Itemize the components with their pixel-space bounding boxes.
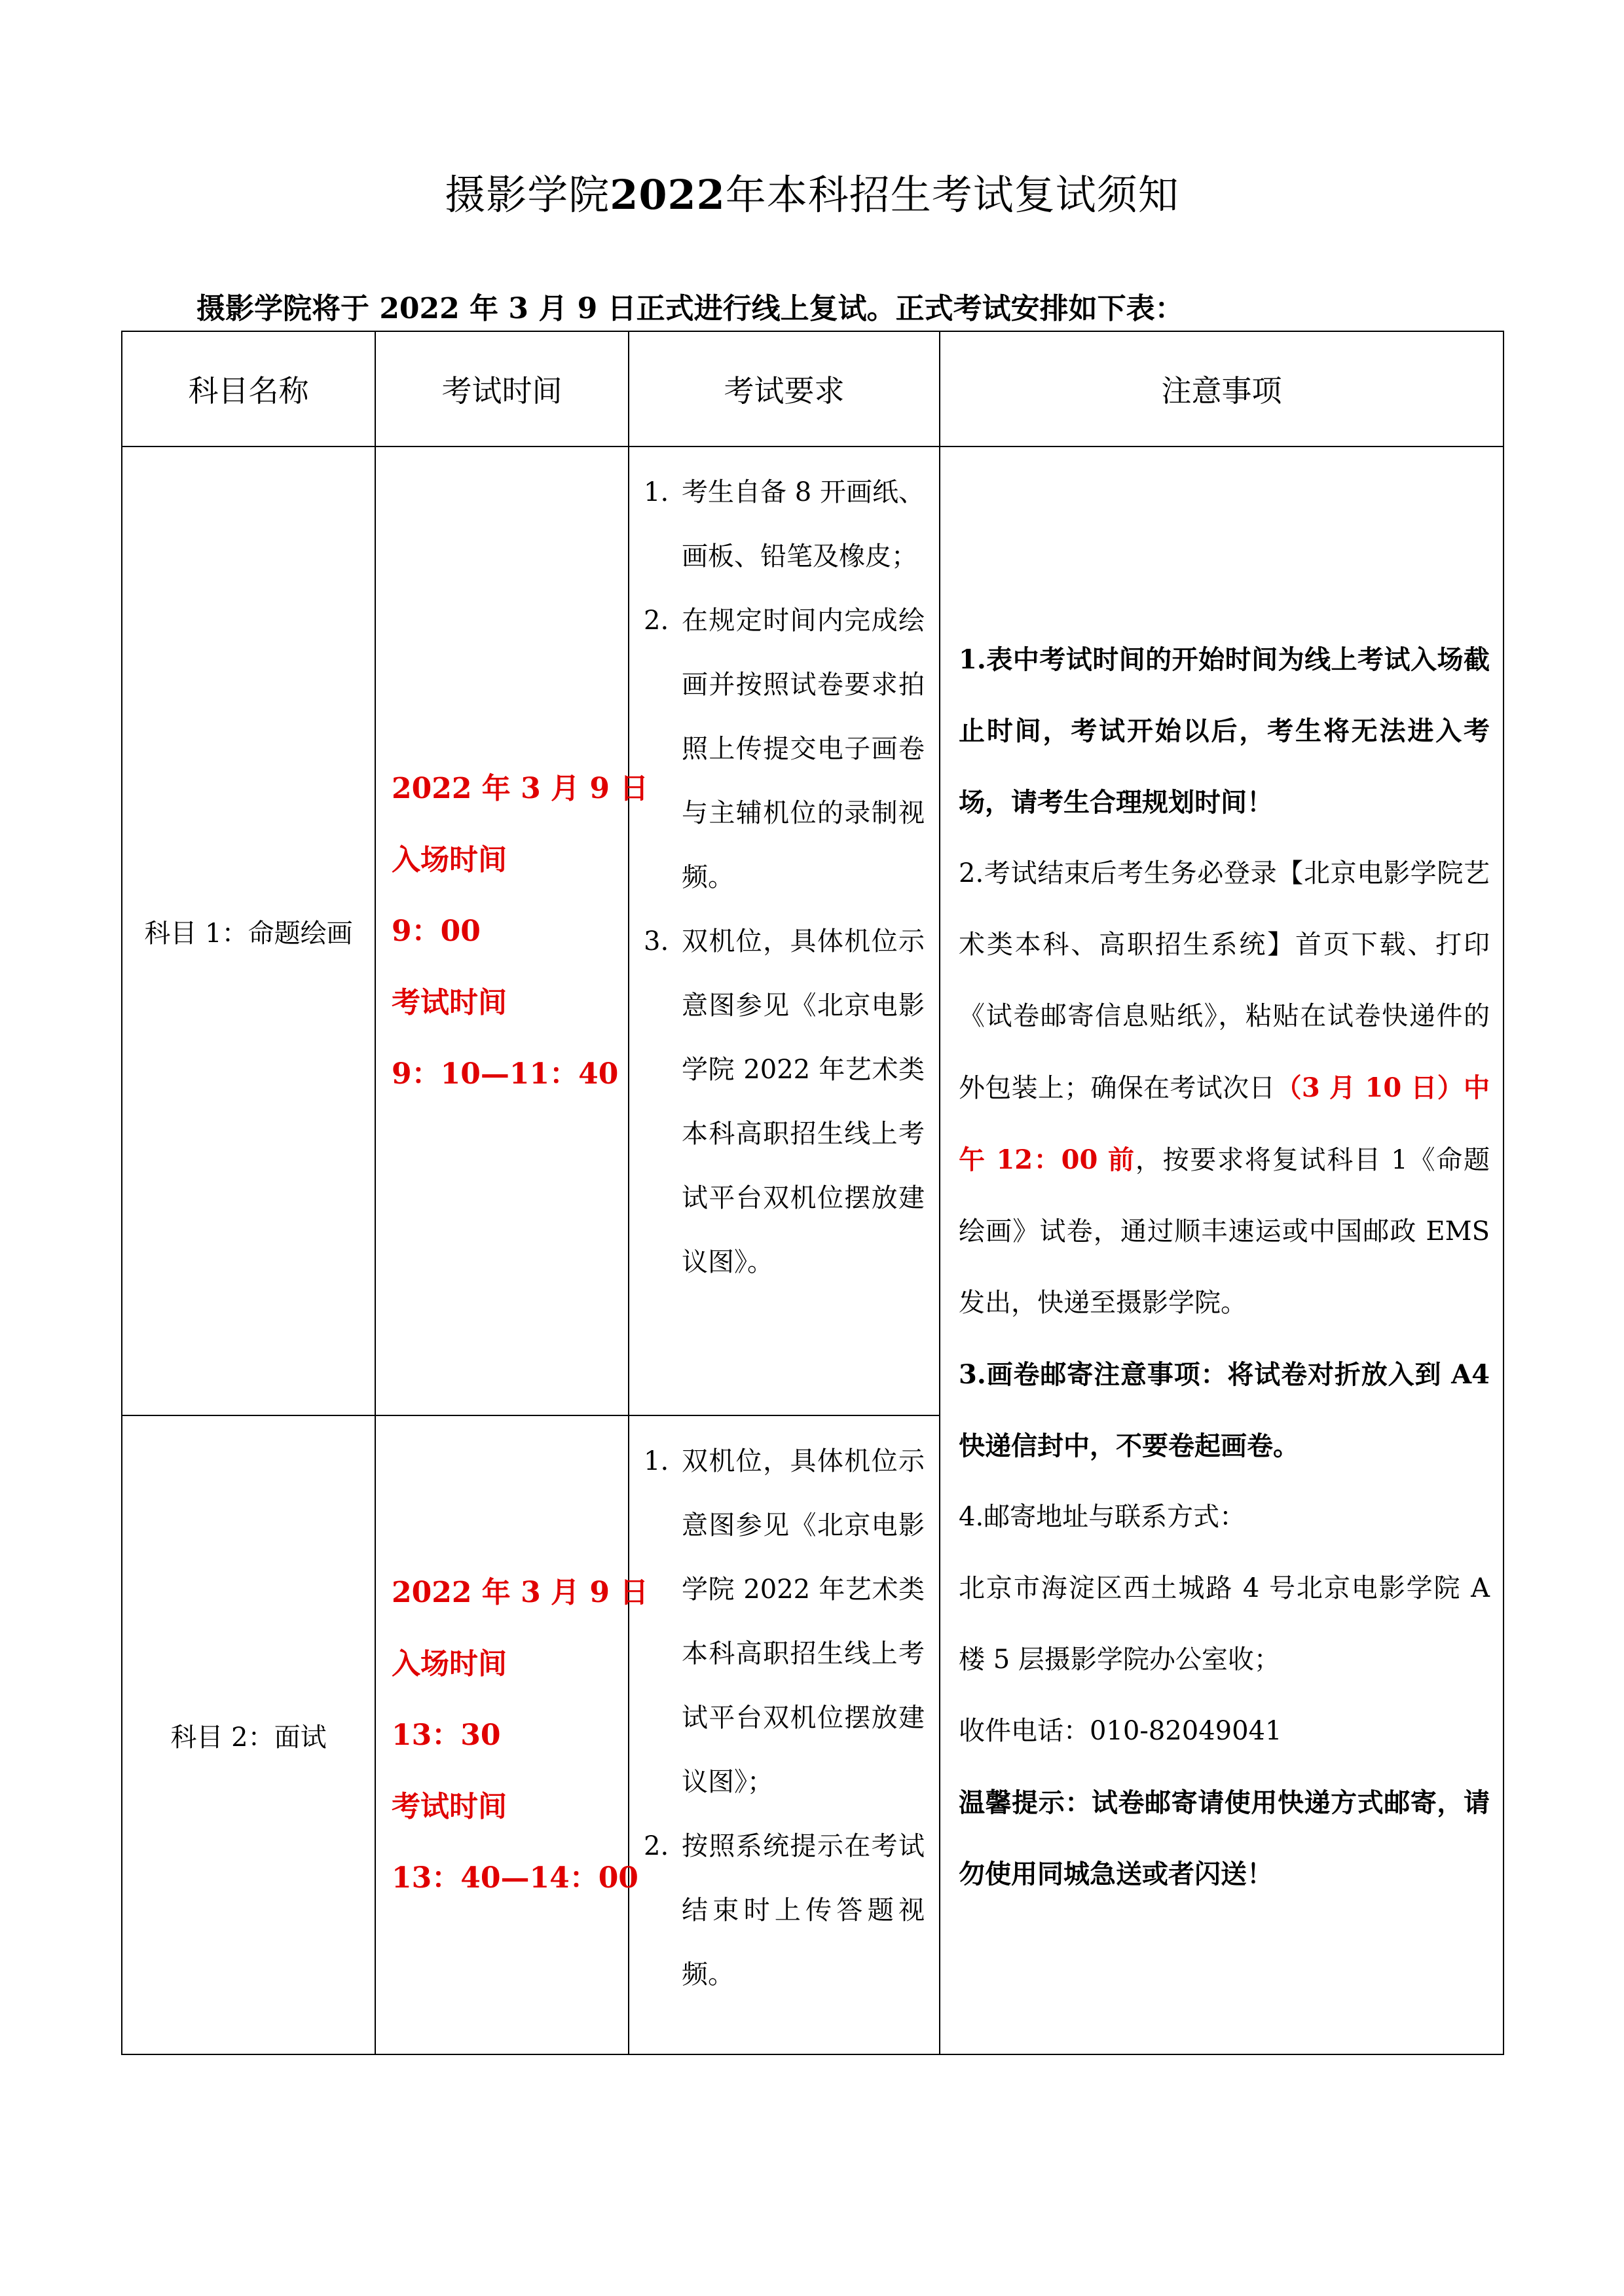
page-title [0, 162, 1624, 221]
time-cell [375, 446, 649, 1415]
exam-date: 2022 年 3 月 9 日 [392, 771, 649, 805]
exam-time-label: 考试时间 [392, 985, 507, 1019]
list-text: 双机位，具体机位示意图参见《北京电影学院 2022 年艺术类本科高职招生线上考试平台双机位摆放建议图》； [682, 1446, 925, 1797]
note-4: 4.邮寄地址与联系方式： [959, 1502, 1246, 1532]
table-row [122, 446, 1504, 1415]
list-number: 1. [644, 477, 669, 507]
list-text: 按照系统提示在考试结束时上传答题视频。 [682, 1831, 925, 1990]
list-text: 考生自备 8 开画纸、画板、铅笔及橡皮； [682, 477, 925, 572]
exam-time-value: 13：40—14：00 [392, 1861, 638, 1895]
entry-time-value: 13：30 [392, 1718, 501, 1752]
requirements-cell [629, 446, 940, 1415]
intro-text: 摄影学院将于 2022 年 3 月 9 日正式进行线上复试。正式考试安排如下表： [196, 292, 1184, 325]
exam-date: 2022 年 3 月 9 日 [392, 1575, 649, 1609]
list-item [629, 1429, 925, 1814]
list-number: 2. [644, 1831, 669, 1861]
title-year: 2022 [610, 171, 726, 219]
list-number: 2. [644, 606, 669, 636]
header-notes: 注意事项 [940, 331, 1504, 446]
list-number: 1. [644, 1446, 669, 1476]
list-item [629, 460, 925, 589]
mailing-address: 北京市海淀区西土城路 4 号北京电影学院 A 楼 5 层摄影学院办公室收； [959, 1573, 1490, 1675]
header-time: 考试时间 [375, 331, 629, 446]
requirements-cell [629, 1415, 940, 2054]
notes-cell [940, 446, 1504, 2054]
note-2-text-a: 2.考试结束后考生务必登录【北京电影学院艺术类本科、高职招生系统】首页下载、打印《试卷邮寄信息贴纸》，粘贴在试卷快递件的外包装上；确保在考试次日 [959, 858, 1490, 1103]
note-3: 3.画卷邮寄注意事项：将试卷对折放入到 A4 快递信封中，不要卷起画卷。 [959, 1359, 1490, 1461]
note-2 [959, 838, 1490, 1339]
contact-phone: 收件电话：010-82049041 [959, 1716, 1282, 1746]
header-subject: 科目名称 [122, 331, 375, 446]
list-item [629, 589, 925, 909]
exam-schedule-table [121, 331, 1504, 2055]
subject-cell: 科目 2：面试 [122, 1415, 375, 2054]
warm-tip: 温馨提示：试卷邮寄请使用快递方式邮寄，请勿使用同城急送或者闪送！ [959, 1787, 1490, 1889]
list-item [629, 1814, 925, 2007]
list-text: 双机位，具体机位示意图参见《北京电影学院 2022 年艺术类本科高职招生线上考试平台双机位摆放建议图》。 [682, 926, 925, 1277]
header-requirements: 考试要求 [629, 331, 940, 446]
requirements-list [629, 447, 939, 1307]
time-cell [375, 1415, 649, 2054]
exam-time-label: 考试时间 [392, 1789, 507, 1823]
table-header-row [122, 331, 1504, 446]
entry-time-label: 入场时间 [392, 843, 507, 877]
note-2-text-b: ，按要求将复试科目 1《命题绘画》试卷，通过顺丰速运或中国邮政 EMS 发出，快递至摄影学院。 [959, 1145, 1490, 1318]
title-suffix: 年本科招生考试复试须知 [725, 171, 1179, 219]
note-2-deadline: （3 月 10 日）中午 12：00 前 [959, 1072, 1490, 1175]
list-text: 在规定时间内完成绘画并按照试卷要求拍照上传提交电子画卷与主辅机位的录制视频。 [682, 606, 925, 892]
list-number: 3. [644, 926, 669, 957]
notes-content [959, 447, 1490, 1910]
entry-time-value: 9：00 [392, 914, 481, 948]
entry-time-label: 入场时间 [392, 1647, 507, 1681]
subject-cell: 科目 1：命题绘画 [122, 446, 375, 1415]
exam-time-value: 9：10—11：40 [392, 1057, 619, 1091]
list-item [629, 909, 925, 1294]
title-prefix: 摄影学院 [445, 171, 610, 219]
note-1: 1.表中考试时间的开始时间为线上考试入场截止时间，考试开始以后，考生将无法进入考场，请考生合理规划时间！ [959, 644, 1490, 818]
requirements-list [629, 1416, 939, 2020]
